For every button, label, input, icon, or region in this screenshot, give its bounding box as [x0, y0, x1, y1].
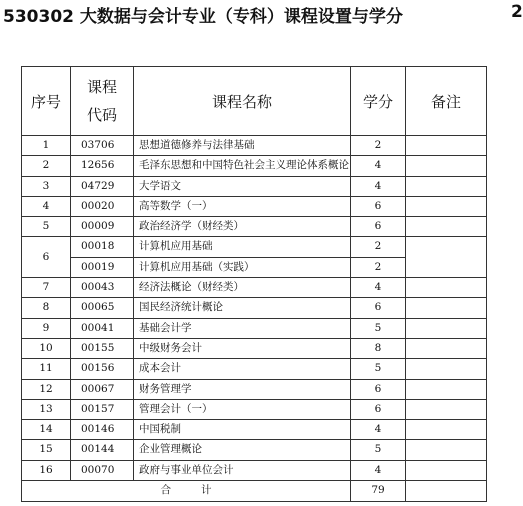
table-row: [22, 379, 487, 399]
row-credit: 2: [351, 237, 406, 257]
header-note: 备注: [406, 67, 487, 136]
row-note: [406, 379, 487, 399]
row-code: 00009: [71, 217, 134, 237]
total-note: [406, 481, 487, 502]
total-row: [22, 481, 487, 502]
row-name: 基础会计学: [134, 318, 351, 338]
row-credit: 5: [351, 440, 406, 460]
row-code: 00020: [71, 196, 134, 216]
row-note: [406, 176, 487, 196]
row-credit: 5: [351, 318, 406, 338]
header-no: 序号: [22, 67, 71, 136]
table-header-row: [22, 67, 487, 136]
row-note: [406, 237, 487, 278]
row-credit: 6: [351, 399, 406, 419]
row-credit: 4: [351, 278, 406, 298]
row-credit: 2: [351, 136, 406, 156]
row-code: 00043: [71, 278, 134, 298]
row-note: [406, 156, 487, 176]
table-body: [22, 136, 487, 502]
row-no: 16: [22, 460, 71, 480]
header-credit: 学分: [351, 67, 406, 136]
row-code: 03706: [71, 136, 134, 156]
row-no: 14: [22, 420, 71, 440]
row-credit: 6: [351, 196, 406, 216]
table-row: [22, 136, 487, 156]
row-code: 00155: [71, 338, 134, 358]
row-no: 15: [22, 440, 71, 460]
table-row: [22, 359, 487, 379]
page-number: 2: [511, 2, 523, 22]
row-no: 5: [22, 217, 71, 237]
row-note: [406, 420, 487, 440]
table-row: [22, 338, 487, 358]
row-name: 大学语文: [134, 176, 351, 196]
table-row: [22, 420, 487, 440]
table-row: [22, 176, 487, 196]
row-credit: 4: [351, 156, 406, 176]
page-title: 530302 大数据与会计专业（专科）课程设置与学分: [3, 7, 403, 27]
row-note: [406, 298, 487, 318]
total-credit: 79: [351, 481, 406, 502]
row-credit: 5: [351, 359, 406, 379]
row-note: [406, 460, 487, 480]
row-note: [406, 359, 487, 379]
row-name: 国民经济统计概论: [134, 298, 351, 318]
row-credit: 8: [351, 338, 406, 358]
row-code: 00067: [71, 379, 134, 399]
row-note: [406, 217, 487, 237]
row-code: 00156: [71, 359, 134, 379]
header-code: [71, 67, 134, 136]
row-note: [406, 338, 487, 358]
table-row: [22, 318, 487, 338]
row-code: 00019: [71, 257, 134, 277]
row-code: 00065: [71, 298, 134, 318]
row-note: [406, 278, 487, 298]
table-row: [22, 278, 487, 298]
row-no: 6: [22, 237, 71, 278]
table-row: [22, 399, 487, 419]
row-name: 中级财务会计: [134, 338, 351, 358]
row-name: 计算机应用基础（实践）: [134, 257, 351, 277]
table-row: [22, 217, 487, 237]
row-code: 00146: [71, 420, 134, 440]
row-name: 成本会计: [134, 359, 351, 379]
table-row: [22, 298, 487, 318]
table-row: [22, 440, 487, 460]
row-code: 00070: [71, 460, 134, 480]
row-code: 04729: [71, 176, 134, 196]
row-name: 经济法概论（财经类）: [134, 278, 351, 298]
row-note: [406, 399, 487, 419]
row-name: 政治经济学（财经类）: [134, 217, 351, 237]
row-name: 毛泽东思想和中国特色社会主义理论体系概论: [134, 156, 351, 176]
row-credit: 6: [351, 379, 406, 399]
row-note: [406, 318, 487, 338]
row-no: 12: [22, 379, 71, 399]
row-note: [406, 440, 487, 460]
row-no: 3: [22, 176, 71, 196]
row-name: 财务管理学: [134, 379, 351, 399]
row-note: [406, 136, 487, 156]
row-credit: 6: [351, 217, 406, 237]
row-no: 8: [22, 298, 71, 318]
row-note: [406, 196, 487, 216]
table-row: [22, 196, 487, 216]
row-credit: 2: [351, 257, 406, 277]
row-credit: 4: [351, 176, 406, 196]
row-code: 12656: [71, 156, 134, 176]
total-label: 合计: [22, 481, 351, 502]
row-code: 00157: [71, 399, 134, 419]
row-no: 4: [22, 196, 71, 216]
row-name: 政府与事业单位会计: [134, 460, 351, 480]
row-credit: 4: [351, 420, 406, 440]
row-no: 13: [22, 399, 71, 419]
header-code-line2: 代码: [86, 106, 117, 124]
header-name: 课程名称: [134, 67, 351, 136]
row-name: 计算机应用基础: [134, 237, 351, 257]
row-code: 00041: [71, 318, 134, 338]
header-code-line1: 课程: [86, 78, 117, 96]
row-no: 7: [22, 278, 71, 298]
row-no: 10: [22, 338, 71, 358]
row-credit: 6: [351, 298, 406, 318]
row-name: 企业管理概论: [134, 440, 351, 460]
row-no: 1: [22, 136, 71, 156]
row-name: 高等数学（一）: [134, 196, 351, 216]
row-name: 思想道德修养与法律基础: [134, 136, 351, 156]
row-code: 00144: [71, 440, 134, 460]
table-row: [22, 156, 487, 176]
row-code: 00018: [71, 237, 134, 257]
table-row: [22, 460, 487, 480]
table-row: [22, 237, 487, 257]
row-no: 11: [22, 359, 71, 379]
row-credit: 4: [351, 460, 406, 480]
row-no: 2: [22, 156, 71, 176]
course-table: [21, 66, 487, 502]
row-no: 9: [22, 318, 71, 338]
row-name: 管理会计（一）: [134, 399, 351, 419]
row-name: 中国税制: [134, 420, 351, 440]
